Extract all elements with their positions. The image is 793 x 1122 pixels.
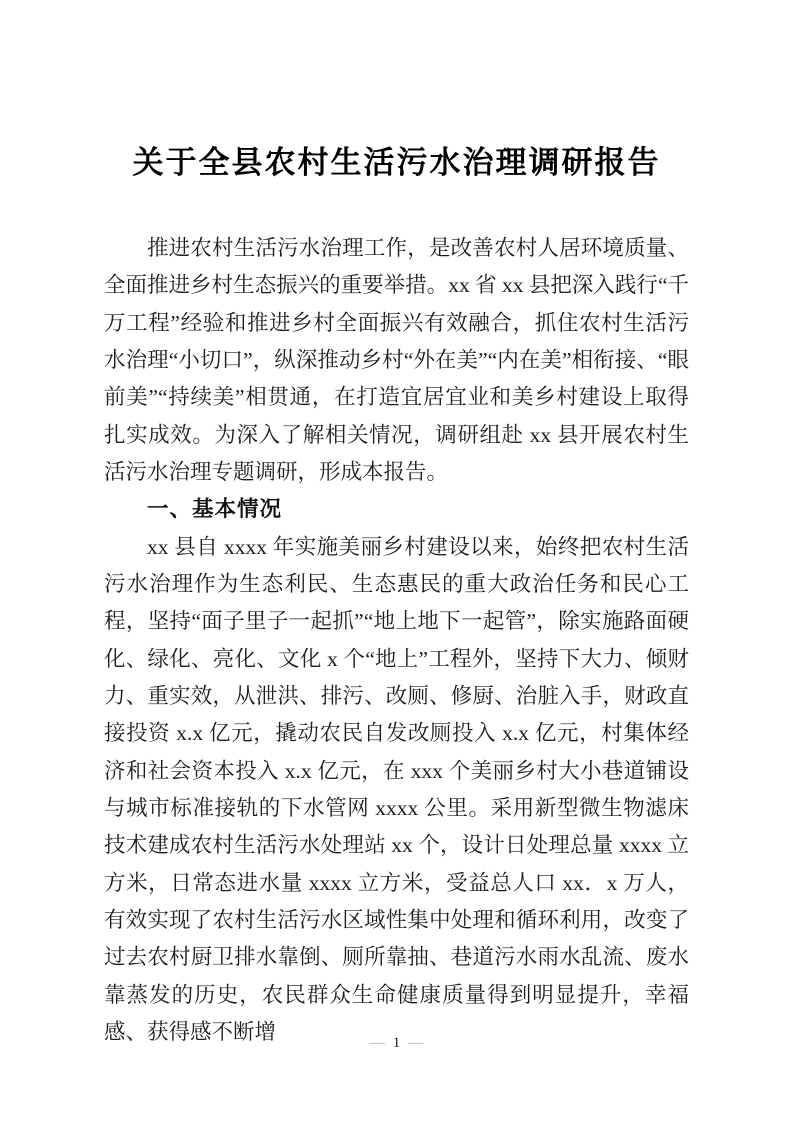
section-heading-basic-situation: 一、基本情况 (147, 497, 283, 522)
basic-situation-paragraph: xx 县自 xxxx 年实施美丽乡村建设以来，始终把农村生活污水治理作为生态利民、生态惠民的重大政治任务和民心工程，坚持“面子里子一起抓”“地上地下一起管”，除实施路面硬化、绿化、亮化、文化 x 个“地上”工程外，坚持下大力、倾财力、重实效，从泄洪、排污、改厕、修厨、治脏入手，财政直接投资 x.x 亿元，撬动农民自发改厕投入 x.x 亿元，村集体经济和社会资本投入 x.x 亿元，在 xxx 个美丽乡村大小巷道铺设与城市标准接轨的下水管网 xxxx 公里。采用新型微生物滤床技术建成农村生活污水处理站 xx 个，设计日处理总量 xxxx 立方米，日常态进水量 xxxx 立方米，受益总人口 xx．x 万人，有效实现了农村生活污水区域性集中处理和循环利用，改变了过去农村厨卫排水靠倒、厕所靠抽、巷道污水雨水乱流、废水靠蒸发的历史，农民群众生命健康质量得到明显提升，幸福感、获得感不断增 (104, 534, 689, 1044)
page-number: 1 (392, 1035, 401, 1051)
footer-dash-left: — (369, 1035, 385, 1051)
document-body (104, 230, 689, 1051)
footer-dash-right: — (408, 1035, 424, 1051)
intro-paragraph: 推进农村生活污水治理工作，是改善农村人居环境质量、全面推进乡村生态振兴的重要举措。xx 省 xx 县把深入践行“千万工程”经验和推进乡村全面振兴有效融合，抓住农村生活污水治理“小切口”，纵深推动乡村“外在美”“内在美”相衔接、“眼前美”“持续美”相贯通，在打造宜居宜业和美乡村建设上取得扎实成效。为深入了解相关情况，调研组赴 xx 县开展农村生活污水治理专题调研，形成本报告。 (104, 236, 689, 484)
page-footer (0, 1032, 793, 1054)
document-title: 关于全县农村生活污水治理调研报告 (132, 145, 661, 180)
